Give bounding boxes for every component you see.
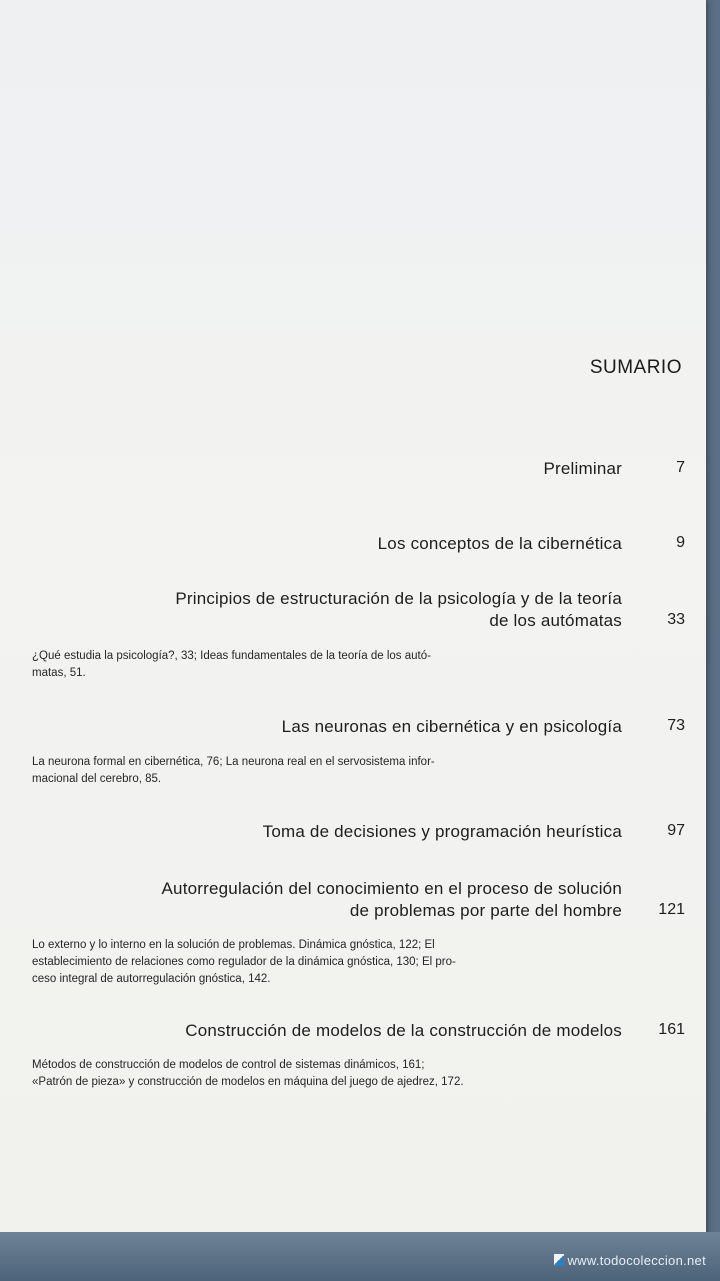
- watermark-logo-icon: [554, 1254, 564, 1266]
- toc-entry-page: 161: [658, 1021, 685, 1038]
- toc-entry-page: 33: [667, 611, 685, 628]
- toc-entry-page: 121: [658, 901, 685, 918]
- toc-entry-subtopics: Lo externo y lo interno en la solución de problemas. Dinámica gnóstica, 122; El establecimiento de relaciones como regulador de la dinámica gnóstica, 130; El pro- ceso integral de autorregulación gnóstica, 142.: [32, 939, 456, 985]
- toc-entry-title: Principios de estructuración de la psicología y de la teoría de los autómatas: [175, 589, 622, 630]
- toc-entry-title: Los conceptos de la cibernética: [377, 534, 622, 553]
- toc-entry-subtopics: La neurona formal en cibernética, 76; La neurona real en el servosistema infor- macional del cerebro, 85.: [32, 756, 435, 785]
- toc-entry-title: Autorregulación del conocimiento en el proceso de solución de problemas por parte del hombre: [161, 879, 622, 920]
- toc-entry-title: Preliminar: [543, 459, 622, 478]
- toc-entry-page: 9: [676, 534, 685, 551]
- toc-entry-title: Construcción de modelos de la construcción de modelos: [185, 1021, 622, 1040]
- toc-entry-page: 97: [667, 822, 685, 839]
- page-title: SUMARIO: [589, 357, 682, 378]
- watermark-text: www.todocoleccion.net: [567, 1253, 706, 1268]
- toc-entry-subtopics: ¿Qué estudia la psicología?, 33; Ideas fundamentales de la teoría de los autó- matas, 51.: [32, 650, 431, 679]
- toc-entry-title: Las neuronas en cibernética y en psicología: [281, 717, 622, 736]
- watermark: [554, 1253, 706, 1268]
- toc-entry-page: 7: [676, 459, 685, 476]
- toc-entry-title: Toma de decisiones y programación heurística: [262, 822, 622, 841]
- toc-entry-subtopics: Métodos de construcción de modelos de control de sistemas dinámicos, 161; «Patrón de pieza» y construcción de modelos en máquina del juego de ajedrez, 172.: [32, 1059, 464, 1088]
- toc-entry-page: 73: [667, 717, 685, 734]
